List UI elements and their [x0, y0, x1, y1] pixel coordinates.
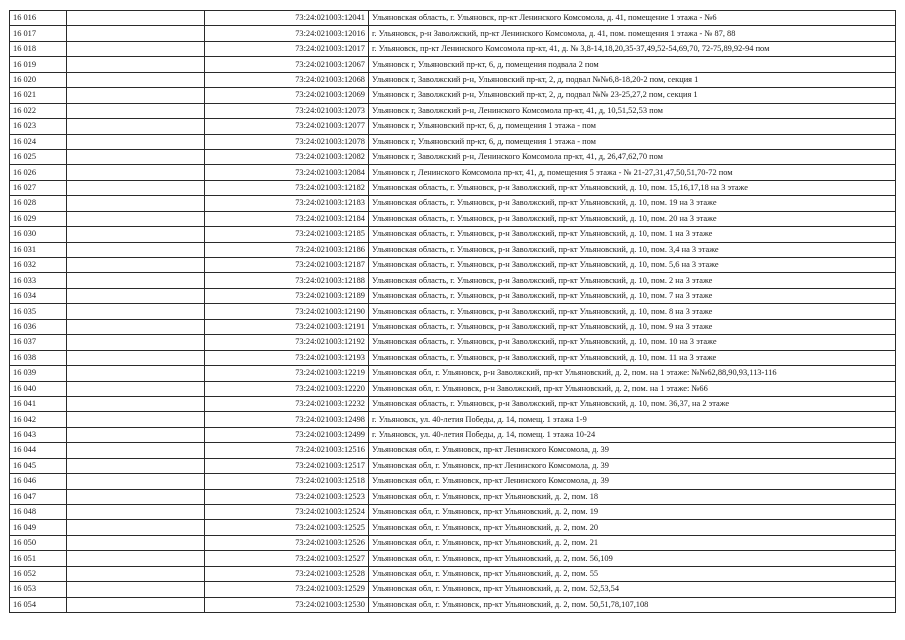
- cadastral-number-cell: 73:24:021003:12190: [205, 304, 369, 319]
- address-cell: Ульяновская обл, г. Ульяновск, пр-кт Ульяновский, д. 2, пом. 56,109: [369, 551, 896, 566]
- row-number-cell: 16 025: [10, 149, 67, 164]
- empty-cell: [67, 412, 205, 427]
- cadastral-number-cell: 73:24:021003:12189: [205, 288, 369, 303]
- table-row: [10, 149, 896, 164]
- cadastral-number-cell: 73:24:021003:12516: [205, 443, 369, 458]
- table-row: [10, 26, 896, 41]
- address-cell: Ульяновская обл, г. Ульяновск, пр-кт Ленинского Комсомола, д. 39: [369, 458, 896, 473]
- table-row: [10, 242, 896, 257]
- table-row: [10, 41, 896, 56]
- empty-cell: [67, 26, 205, 41]
- cadastral-number-cell: 73:24:021003:12530: [205, 597, 369, 612]
- empty-cell: [67, 242, 205, 257]
- address-cell: Ульяновск г, Заволжский р-н, Ульяновский пр-кт, 2, д, подвал №№6,8-18,20-2 пом, секция 1: [369, 72, 896, 87]
- empty-cell: [67, 366, 205, 381]
- table-row: [10, 335, 896, 350]
- cadastral-number-cell: 73:24:021003:12068: [205, 72, 369, 87]
- table-row: [10, 366, 896, 381]
- empty-cell: [67, 11, 205, 26]
- empty-cell: [67, 196, 205, 211]
- cadastral-number-cell: 73:24:021003:12182: [205, 180, 369, 195]
- empty-cell: [67, 319, 205, 334]
- row-number-cell: 16 026: [10, 165, 67, 180]
- address-cell: г. Ульяновск, р-н Заволжский, пр-кт Ленинского Комсомола, д. 41, пом. помещения 1 этажа - № 87, 88: [369, 26, 896, 41]
- address-cell: Ульяновская область, г. Ульяновск, р-н Заволжский, пр-кт Ульяновский, д. 10, пом. 36,37, на 2 этаже: [369, 396, 896, 411]
- table-row: [10, 319, 896, 334]
- empty-cell: [67, 165, 205, 180]
- empty-cell: [67, 258, 205, 273]
- table-row: [10, 427, 896, 442]
- cadastral-number-cell: 73:24:021003:12016: [205, 26, 369, 41]
- cadastral-number-cell: 73:24:021003:12498: [205, 412, 369, 427]
- address-cell: Ульяновская обл, г. Ульяновск, пр-кт Ульяновский, д. 2, пом. 18: [369, 489, 896, 504]
- address-cell: Ульяновская обл, г. Ульяновск, р-н Заволжский, пр-кт Ульяновский, д. 2, пом. на 1 этаже: №66: [369, 381, 896, 396]
- cadastral-number-cell: 73:24:021003:12067: [205, 57, 369, 72]
- empty-cell: [67, 597, 205, 612]
- cadastral-number-cell: 73:24:021003:12220: [205, 381, 369, 396]
- cadastral-number-cell: 73:24:021003:12183: [205, 196, 369, 211]
- row-number-cell: 16 048: [10, 505, 67, 520]
- row-number-cell: 16 021: [10, 88, 67, 103]
- cadastral-number-cell: 73:24:021003:12188: [205, 273, 369, 288]
- empty-cell: [67, 551, 205, 566]
- row-number-cell: 16 039: [10, 366, 67, 381]
- table-row: [10, 88, 896, 103]
- row-number-cell: 16 047: [10, 489, 67, 504]
- table-row: [10, 551, 896, 566]
- address-cell: Ульяновск г, Заволжский р-н, Ленинского Комсомола пр-кт, 41, д, 10,51,52,53 пом: [369, 103, 896, 118]
- cadastral-number-cell: 73:24:021003:12526: [205, 535, 369, 550]
- table-row: [10, 11, 896, 26]
- address-cell: Ульяновская обл, г. Ульяновск, пр-кт Ульяновский, д. 2, пом. 52,53,54: [369, 582, 896, 597]
- row-number-cell: 16 022: [10, 103, 67, 118]
- row-number-cell: 16 019: [10, 57, 67, 72]
- cadastral-number-cell: 73:24:021003:12517: [205, 458, 369, 473]
- empty-cell: [67, 134, 205, 149]
- empty-cell: [67, 350, 205, 365]
- address-cell: Ульяновск г, Ульяновский пр-кт, 6, д, помещения 1 этажа - пом: [369, 119, 896, 134]
- table-row: [10, 196, 896, 211]
- cadastral-number-cell: 73:24:021003:12084: [205, 165, 369, 180]
- cadastral-number-cell: 73:24:021003:12077: [205, 119, 369, 134]
- row-number-cell: 16 020: [10, 72, 67, 87]
- empty-cell: [67, 489, 205, 504]
- address-cell: Ульяновская область, г. Ульяновск, р-н Заволжский, пр-кт Ульяновский, д. 10, пом. 19 на 3 этаже: [369, 196, 896, 211]
- row-number-cell: 16 042: [10, 412, 67, 427]
- row-number-cell: 16 032: [10, 258, 67, 273]
- table-row: [10, 288, 896, 303]
- address-cell: Ульяновская область, г. Ульяновск, пр-кт Ленинского Комсомола, д. 41, помещение 1 этажа - №6: [369, 11, 896, 26]
- row-number-cell: 16 031: [10, 242, 67, 257]
- table-row: [10, 304, 896, 319]
- row-number-cell: 16 041: [10, 396, 67, 411]
- address-cell: Ульяновская обл, г. Ульяновск, пр-кт Ульяновский, д. 2, пом. 50,51,78,107,108: [369, 597, 896, 612]
- address-cell: Ульяновская обл, г. Ульяновск, р-н Заволжский, пр-кт Ульяновский, д. 2, пом. на 1 этаже: №№62,88,90,93,113-116: [369, 366, 896, 381]
- cadastral-number-cell: 73:24:021003:12073: [205, 103, 369, 118]
- address-cell: Ульяновская область, г. Ульяновск, р-н Заволжский, пр-кт Ульяновский, д. 10, пом. 1 на 3 этаже: [369, 227, 896, 242]
- address-cell: Ульяновская область, г. Ульяновск, р-н Заволжский, пр-кт Ульяновский, д. 10, пом. 9 на 3 этаже: [369, 319, 896, 334]
- address-cell: Ульяновская обл, г. Ульяновск, пр-кт Ульяновский, д. 2, пом. 19: [369, 505, 896, 520]
- address-cell: Ульяновская область, г. Ульяновск, р-н Заволжский, пр-кт Ульяновский, д. 10, пом. 3,4 на 3 этаже: [369, 242, 896, 257]
- row-number-cell: 16 016: [10, 11, 67, 26]
- row-number-cell: 16 052: [10, 566, 67, 581]
- empty-cell: [67, 520, 205, 535]
- cadastral-number-cell: 73:24:021003:12186: [205, 242, 369, 257]
- table-row: [10, 535, 896, 550]
- row-number-cell: 16 038: [10, 350, 67, 365]
- row-number-cell: 16 034: [10, 288, 67, 303]
- address-cell: Ульяновск г, Ленинского Комсомола пр-кт, 41, д, помещения 5 этажа - № 21-27,31,47,50,51,70-72 пом: [369, 165, 896, 180]
- cadastral-number-cell: 73:24:021003:12192: [205, 335, 369, 350]
- cadastral-number-cell: 73:24:021003:12525: [205, 520, 369, 535]
- address-cell: Ульяновская область, г. Ульяновск, р-н Заволжский, пр-кт Ульяновский, д. 10, пом. 2 на 3 этаже: [369, 273, 896, 288]
- row-number-cell: 16 053: [10, 582, 67, 597]
- row-number-cell: 16 028: [10, 196, 67, 211]
- table-row: [10, 520, 896, 535]
- empty-cell: [67, 180, 205, 195]
- address-cell: г. Ульяновск, ул. 40-летия Победы, д. 14, помещ. 1 этажа 10-24: [369, 427, 896, 442]
- table-row: [10, 396, 896, 411]
- address-cell: Ульяновская обл, г. Ульяновск, пр-кт Ульяновский, д. 2, пом. 20: [369, 520, 896, 535]
- row-number-cell: 16 023: [10, 119, 67, 134]
- empty-cell: [67, 103, 205, 118]
- table-row: [10, 597, 896, 612]
- empty-cell: [67, 582, 205, 597]
- table-row: [10, 211, 896, 226]
- row-number-cell: 16 049: [10, 520, 67, 535]
- row-number-cell: 16 030: [10, 227, 67, 242]
- table-row: [10, 72, 896, 87]
- table-row: [10, 57, 896, 72]
- address-cell: Ульяновская обл, г. Ульяновск, пр-кт Ленинского Комсомола, д. 39: [369, 474, 896, 489]
- table-row: [10, 350, 896, 365]
- cadastral-number-cell: 73:24:021003:12193: [205, 350, 369, 365]
- address-cell: Ульяновская область, г. Ульяновск, р-н Заволжский, пр-кт Ульяновский, д. 10, пом. 15,16,17,18 на 3 этаже: [369, 180, 896, 195]
- empty-cell: [67, 288, 205, 303]
- row-number-cell: 16 046: [10, 474, 67, 489]
- address-cell: Ульяновск г, Заволжский р-н, Ленинского Комсомола пр-кт, 41, д, 26,47,62,70 пом: [369, 149, 896, 164]
- address-cell: Ульяновская область, г. Ульяновск, р-н Заволжский, пр-кт Ульяновский, д. 10, пом. 8 на 3 этаже: [369, 304, 896, 319]
- cadastral-number-cell: 73:24:021003:12082: [205, 149, 369, 164]
- empty-cell: [67, 273, 205, 288]
- address-cell: Ульяновск г, Заволжский р-н, Ульяновский пр-кт, 2, д, подвал №№ 23-25,27,2 пом, секция 1: [369, 88, 896, 103]
- table-row: [10, 474, 896, 489]
- address-cell: г. Ульяновск, ул. 40-летия Победы, д. 14, помещ. 1 этажа 1-9: [369, 412, 896, 427]
- row-number-cell: 16 054: [10, 597, 67, 612]
- address-cell: Ульяновская область, г. Ульяновск, р-н Заволжский, пр-кт Ульяновский, д. 10, пом. 20 на 3 этаже: [369, 211, 896, 226]
- table-row: [10, 227, 896, 242]
- cadastral-number-cell: 73:24:021003:12041: [205, 11, 369, 26]
- address-cell: Ульяновская обл, г. Ульяновск, пр-кт Ульяновский, д. 2, пом. 55: [369, 566, 896, 581]
- cadastral-number-cell: 73:24:021003:12017: [205, 41, 369, 56]
- cadastral-number-cell: 73:24:021003:12527: [205, 551, 369, 566]
- row-number-cell: 16 017: [10, 26, 67, 41]
- table-row: [10, 505, 896, 520]
- empty-cell: [67, 566, 205, 581]
- empty-cell: [67, 211, 205, 226]
- row-number-cell: 16 045: [10, 458, 67, 473]
- address-cell: Ульяновская область, г. Ульяновск, р-н Заволжский, пр-кт Ульяновский, д. 10, пом. 10 на 3 этаже: [369, 335, 896, 350]
- empty-cell: [67, 443, 205, 458]
- table-row: [10, 119, 896, 134]
- empty-cell: [67, 335, 205, 350]
- table-row: [10, 412, 896, 427]
- table-row: [10, 443, 896, 458]
- table-row: [10, 103, 896, 118]
- address-cell: Ульяновск г, Ульяновский пр-кт, 6, д, помещения подвала 2 пом: [369, 57, 896, 72]
- table-row: [10, 258, 896, 273]
- empty-cell: [67, 474, 205, 489]
- address-cell: Ульяновская область, г. Ульяновск, р-н Заволжский, пр-кт Ульяновский, д. 10, пом. 7 на 3 этаже: [369, 288, 896, 303]
- row-number-cell: 16 050: [10, 535, 67, 550]
- table-row: [10, 180, 896, 195]
- cadastral-number-cell: 73:24:021003:12529: [205, 582, 369, 597]
- table-row: [10, 165, 896, 180]
- row-number-cell: 16 018: [10, 41, 67, 56]
- row-number-cell: 16 024: [10, 134, 67, 149]
- row-number-cell: 16 036: [10, 319, 67, 334]
- empty-cell: [67, 396, 205, 411]
- address-cell: Ульяновская область, г. Ульяновск, р-н Заволжский, пр-кт Ульяновский, д. 10, пом. 5,6 на 3 этаже: [369, 258, 896, 273]
- table-row: [10, 134, 896, 149]
- table-row: [10, 381, 896, 396]
- empty-cell: [67, 57, 205, 72]
- row-number-cell: 16 051: [10, 551, 67, 566]
- empty-cell: [67, 427, 205, 442]
- address-cell: Ульяновская область, г. Ульяновск, р-н Заволжский, пр-кт Ульяновский, д. 10, пом. 11 на 3 этаже: [369, 350, 896, 365]
- empty-cell: [67, 72, 205, 87]
- row-number-cell: 16 044: [10, 443, 67, 458]
- cadastral-number-cell: 73:24:021003:12219: [205, 366, 369, 381]
- cadastral-number-cell: 73:24:021003:12232: [205, 396, 369, 411]
- row-number-cell: 16 037: [10, 335, 67, 350]
- address-cell: Ульяновск г, Ульяновский пр-кт, 6, д, помещения 1 этажа - пом: [369, 134, 896, 149]
- empty-cell: [67, 227, 205, 242]
- empty-cell: [67, 304, 205, 319]
- empty-cell: [67, 149, 205, 164]
- row-number-cell: 16 040: [10, 381, 67, 396]
- address-cell: Ульяновская обл, г. Ульяновск, пр-кт Ульяновский, д. 2, пом. 21: [369, 535, 896, 550]
- address-cell: Ульяновская обл, г. Ульяновск, пр-кт Ленинского Комсомола, д. 39: [369, 443, 896, 458]
- empty-cell: [67, 381, 205, 396]
- address-cell: г. Ульяновск, пр-кт Ленинского Комсомола пр-кт, 41, д. № 3,8-14,18,20,35-37,49,52-54,69,70, 72-75,89,92-94 пом: [369, 41, 896, 56]
- cadastral-number-cell: 73:24:021003:12187: [205, 258, 369, 273]
- table-row: [10, 273, 896, 288]
- cadastral-number-cell: 73:24:021003:12069: [205, 88, 369, 103]
- row-number-cell: 16 029: [10, 211, 67, 226]
- cadastral-number-cell: 73:24:021003:12191: [205, 319, 369, 334]
- row-number-cell: 16 043: [10, 427, 67, 442]
- table-row: [10, 566, 896, 581]
- empty-cell: [67, 505, 205, 520]
- cadastral-number-cell: 73:24:021003:12518: [205, 474, 369, 489]
- cadastral-number-cell: 73:24:021003:12528: [205, 566, 369, 581]
- empty-cell: [67, 535, 205, 550]
- cadastral-number-cell: 73:24:021003:12078: [205, 134, 369, 149]
- empty-cell: [67, 41, 205, 56]
- empty-cell: [67, 88, 205, 103]
- row-number-cell: 16 027: [10, 180, 67, 195]
- table-row: [10, 458, 896, 473]
- cadastral-number-cell: 73:24:021003:12499: [205, 427, 369, 442]
- property-registry-table: [9, 10, 896, 613]
- registry-table-body: [10, 11, 896, 613]
- cadastral-number-cell: 73:24:021003:12184: [205, 211, 369, 226]
- row-number-cell: 16 033: [10, 273, 67, 288]
- row-number-cell: 16 035: [10, 304, 67, 319]
- empty-cell: [67, 119, 205, 134]
- table-row: [10, 582, 896, 597]
- table-row: [10, 489, 896, 504]
- cadastral-number-cell: 73:24:021003:12185: [205, 227, 369, 242]
- empty-cell: [67, 458, 205, 473]
- cadastral-number-cell: 73:24:021003:12523: [205, 489, 369, 504]
- cadastral-number-cell: 73:24:021003:12524: [205, 505, 369, 520]
